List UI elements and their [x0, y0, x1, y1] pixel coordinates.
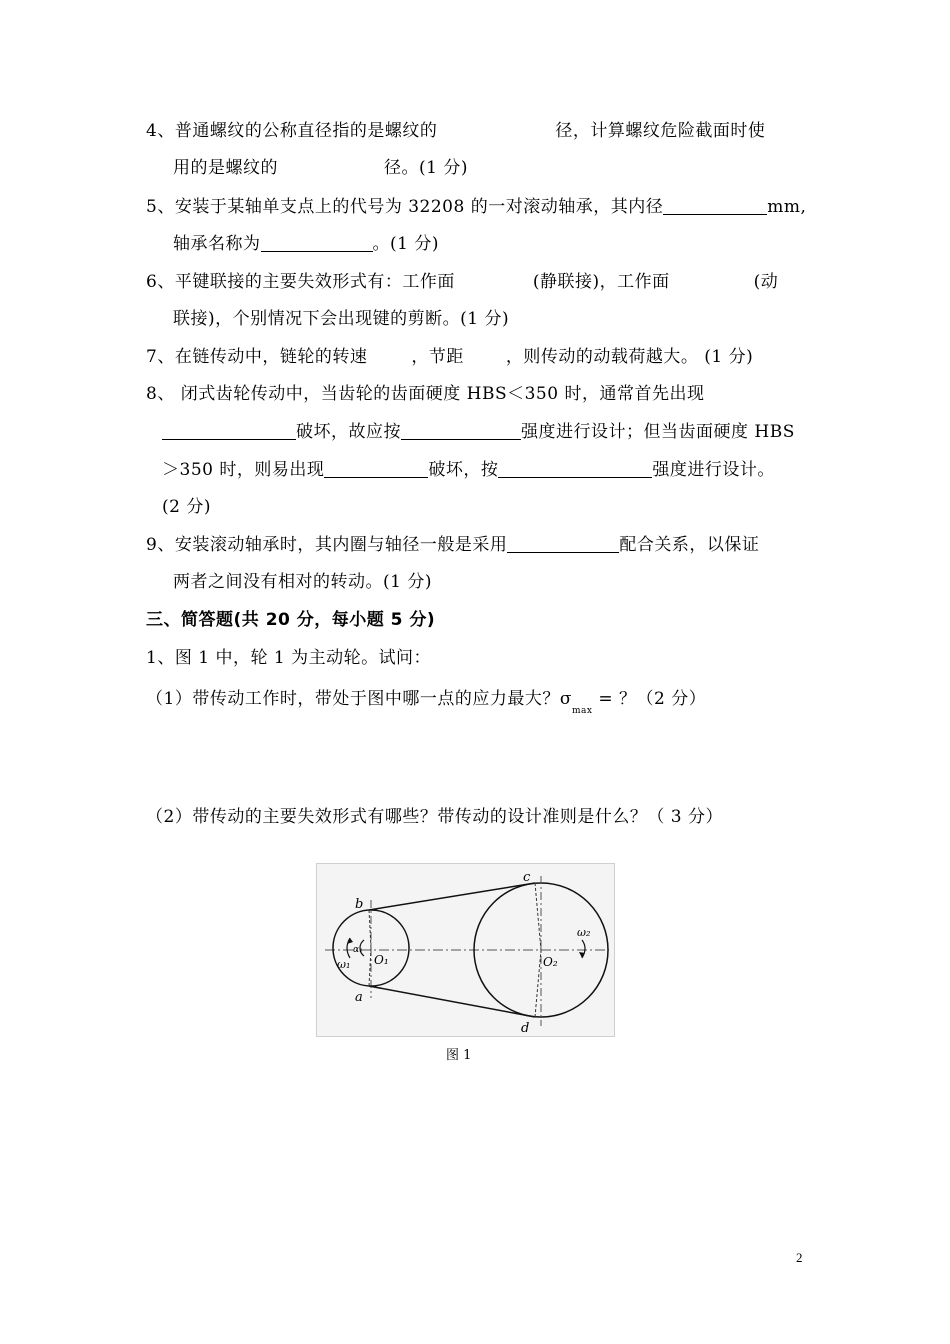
q6-line2: 联接)，个别情况下会出现键的剪断。(1 分): [173, 309, 510, 329]
q8-line3: ＞350 时，则易出现 破坏，按 强度进行设计。: [162, 460, 775, 480]
q8-line4: (2 分): [162, 497, 211, 517]
label-a: a: [355, 990, 363, 1005]
s1-part1: （1）带传动工作时，带处于图中哪一点的应力最大？$\sigma_{max}$ = ？（2 分）: [146, 689, 707, 716]
q4-line1: 4、普通螺纹的公称直径指的是螺纹的 径，计算螺纹危险截面时使: [146, 121, 766, 141]
sigma-symbol: σ: [559, 689, 572, 709]
q5-line2: 轴承名称为 。(1 分): [173, 234, 439, 254]
belt-drive-diagram: [317, 864, 614, 1036]
q4-line2: 用的是螺纹的 径。(1 分): [173, 158, 468, 178]
q5-blank-1[interactable]: [663, 197, 767, 215]
q8-blank-3[interactable]: [324, 460, 428, 478]
q9-line1: 9、安装滚动轴承时，其内圈与轴径一般是采用 配合关系，以保证: [146, 535, 760, 555]
s1-part2: （2）带传动的主要失效形式有哪些？带传动的设计准则是什么？（ 3 分）: [146, 807, 723, 827]
q8-line1: 8、 闭式齿轮传动中，当齿轮的齿面硬度 HBS＜350 时，通常首先出现: [146, 384, 705, 404]
q8-blank-2[interactable]: [401, 422, 521, 440]
sigma-subscript: max: [571, 706, 593, 716]
q8-blank-4[interactable]: [498, 460, 652, 478]
q8-blank-1[interactable]: [162, 422, 296, 440]
label-b: b: [355, 897, 364, 912]
label-o1: O₁: [374, 953, 389, 967]
q8-line2: 破坏，故应按 强度进行设计；但当齿面硬度 HBS: [162, 421, 795, 443]
belt-tight-side: [369, 883, 535, 910]
section3-title: 三、简答题(共 20 分，每小题 5 分): [146, 610, 436, 630]
label-d: d: [521, 1021, 530, 1036]
label-c: c: [523, 870, 531, 885]
q5-line1: 5、安装于某轴单支点上的代号为 32208 的一对滚动轴承，其内径 mm,: [146, 197, 807, 217]
label-o2: O₂: [543, 955, 558, 969]
page-number: 2: [796, 1250, 803, 1265]
label-alpha1: α₁: [353, 945, 363, 955]
q5-blank-2[interactable]: [261, 234, 373, 252]
belt-drive-figure: [316, 863, 615, 1037]
q6-line1: 6、平键联接的主要失效形式有：工作面 (静联接)，工作面 (动: [146, 272, 779, 292]
q9-blank[interactable]: [507, 535, 619, 553]
belt-slack-side: [369, 986, 535, 1017]
s1-intro: 1、图 1 中，轮 1 为主动轮。试问：: [146, 648, 432, 668]
label-omega2: ω₂: [577, 926, 591, 939]
figure-caption: 图 1: [446, 1048, 472, 1063]
q7-line: 7、在链传动中，链轮的转速 ，节距 ，则传动的动载荷越大。 (1 分): [146, 347, 754, 367]
label-omega1: ω₁: [337, 958, 351, 971]
q9-line2: 两者之间没有相对的转动。(1 分): [173, 572, 432, 592]
